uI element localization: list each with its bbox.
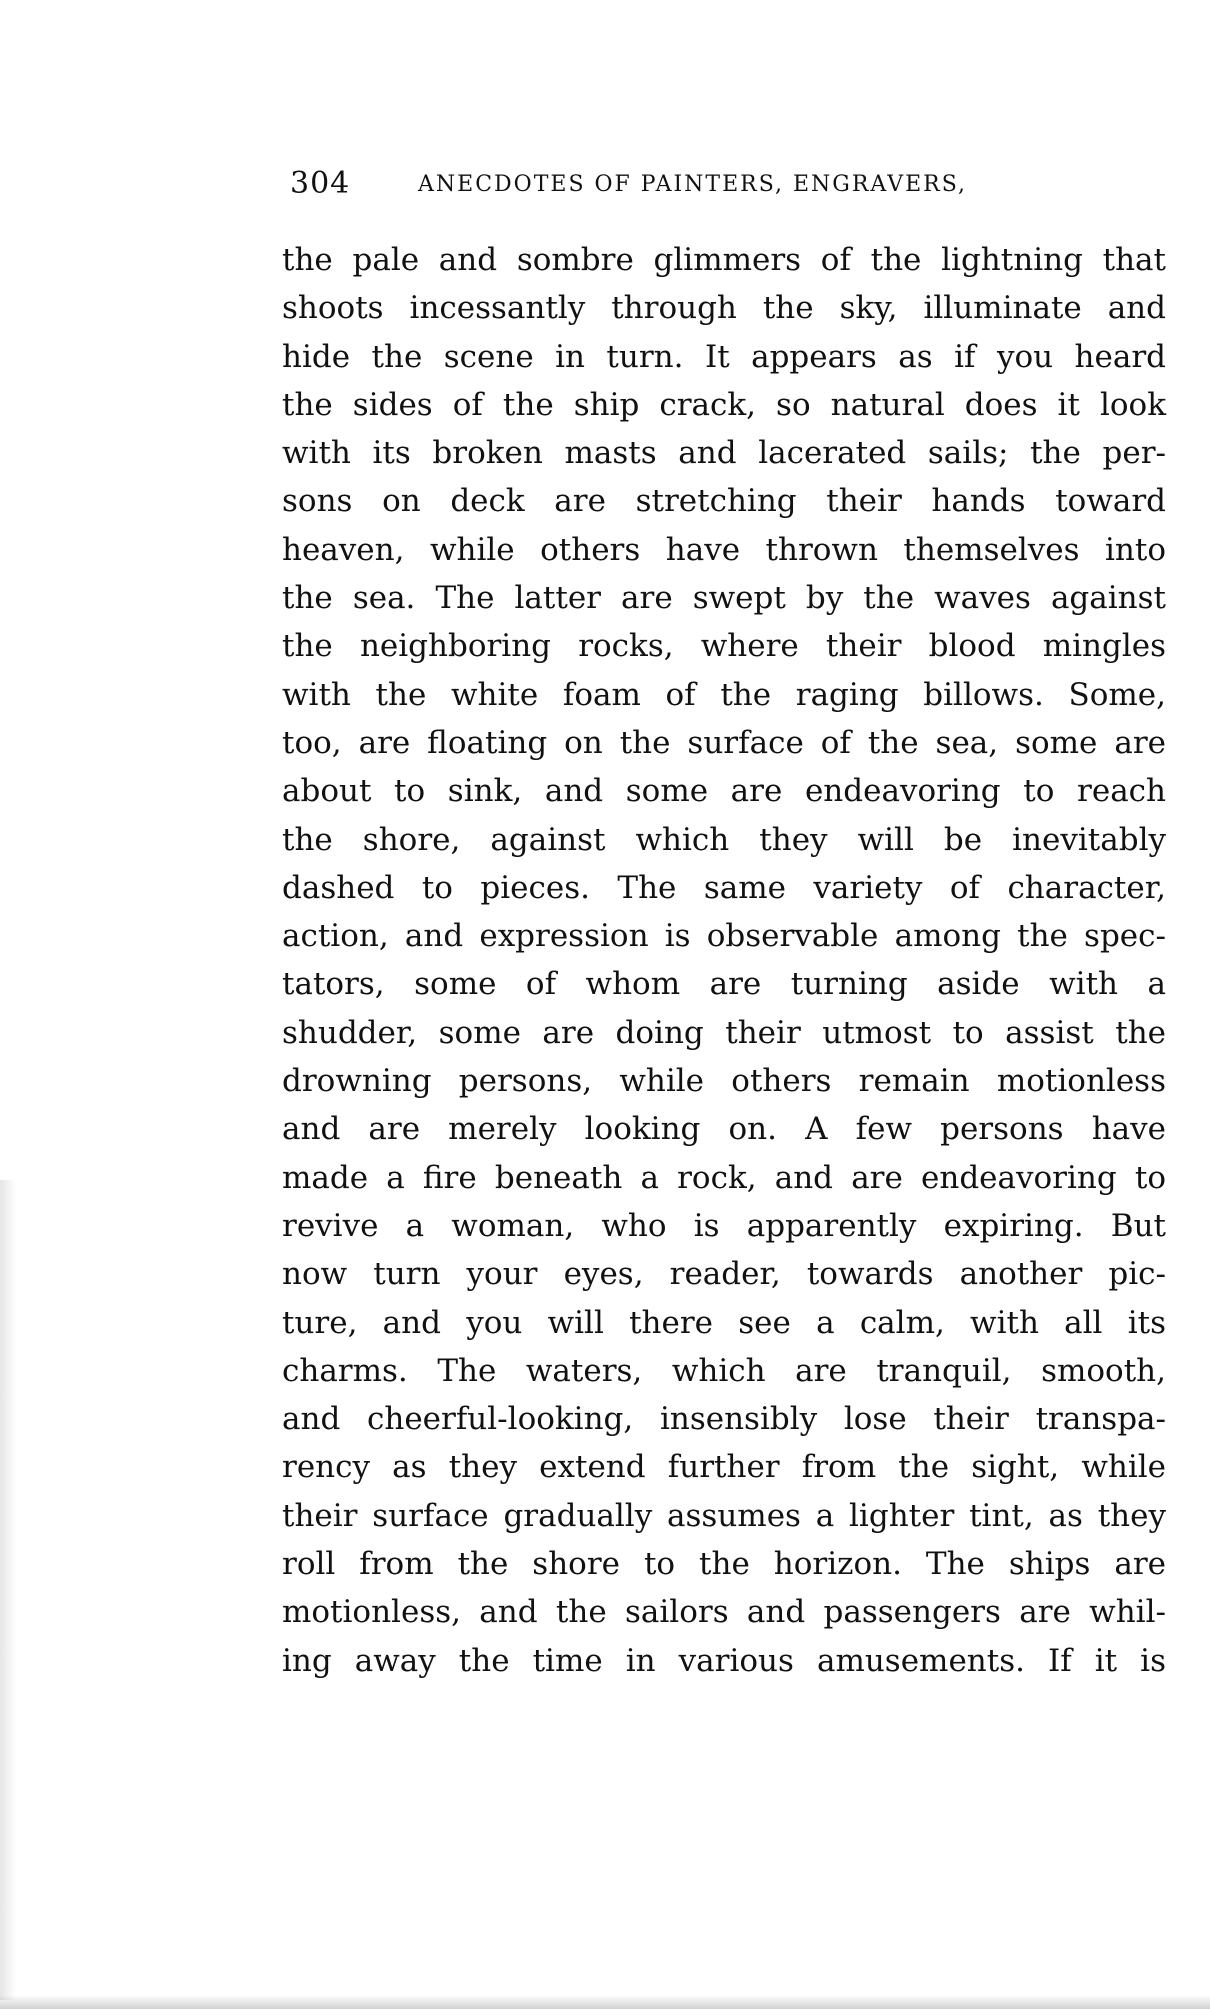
text-line: the shore, against which they will be inevitably	[282, 821, 1166, 858]
text-line: dashed to pieces. The same variety of character,	[282, 869, 1166, 906]
text-line: action, and expression is observable among the spec-	[282, 918, 1166, 955]
text-line: drowning persons, while others remain motionless	[282, 1063, 1166, 1100]
text-line: revive a woman, who is apparently expiring. But	[282, 1207, 1166, 1244]
text-line: made a fire beneath a rock, and are endeavoring to	[282, 1159, 1166, 1196]
text-line: with its broken masts and lacerated sails; the per-	[282, 435, 1166, 472]
text-line: their surface gradually assumes a lighter tint, as they	[282, 1497, 1166, 1534]
text-line: the pale and sombre glimmers of the lightning that	[282, 242, 1166, 278]
text-line: shoots incessantly through the sky, illuminate and	[282, 290, 1166, 327]
text-line: charms. The waters, which are tranquil, smooth,	[282, 1352, 1166, 1389]
text-line: the sea. The latter are swept by the waves against	[282, 580, 1166, 617]
text-line: ing away the time in various amusements. If it is	[282, 1642, 1166, 1679]
text-line: sons on deck are stretching their hands toward	[282, 483, 1166, 520]
text-line: with the white foam of the raging billows. Some,	[282, 676, 1166, 713]
page-bottom-shadow	[0, 1995, 1210, 2009]
text-line: roll from the shore to the horizon. The ships are	[282, 1546, 1166, 1583]
text-line: and cheerful-looking, insensibly lose their transpa-	[282, 1401, 1166, 1438]
text-line: the neighboring rocks, where their blood mingles	[282, 628, 1166, 665]
page-header	[290, 166, 1170, 210]
text-line: the sides of the ship crack, so natural does it look	[282, 386, 1166, 423]
text-line: now turn your eyes, reader, towards another pic-	[282, 1256, 1166, 1293]
text-line: too, are floating on the surface of the sea, some are	[282, 724, 1166, 761]
text-line: hide the scene in turn. It appears as if you heard	[282, 338, 1166, 375]
text-line: ture, and you will there see a calm, with all its	[282, 1304, 1166, 1341]
text-line: about to sink, and some are endeavoring to reach	[282, 773, 1166, 810]
text-line: heaven, while others have thrown themselves into	[282, 531, 1166, 568]
text-line: tators, some of whom are turning aside with a	[282, 966, 1166, 1003]
page-number: 304	[290, 166, 351, 201]
text-line: motionless, and the sailors and passengers are whil-	[282, 1594, 1166, 1631]
text-line: rency as they extend further from the sight, while	[282, 1449, 1166, 1486]
body-text	[282, 236, 1166, 1685]
running-head: ANECDOTES OF PAINTERS, ENGRAVERS,	[418, 172, 968, 197]
page-edge-shadow	[0, 1180, 16, 2000]
text-line: shudder, some are doing their utmost to assist the	[282, 1014, 1166, 1051]
text-line: and are merely looking on. A few persons have	[282, 1111, 1166, 1148]
